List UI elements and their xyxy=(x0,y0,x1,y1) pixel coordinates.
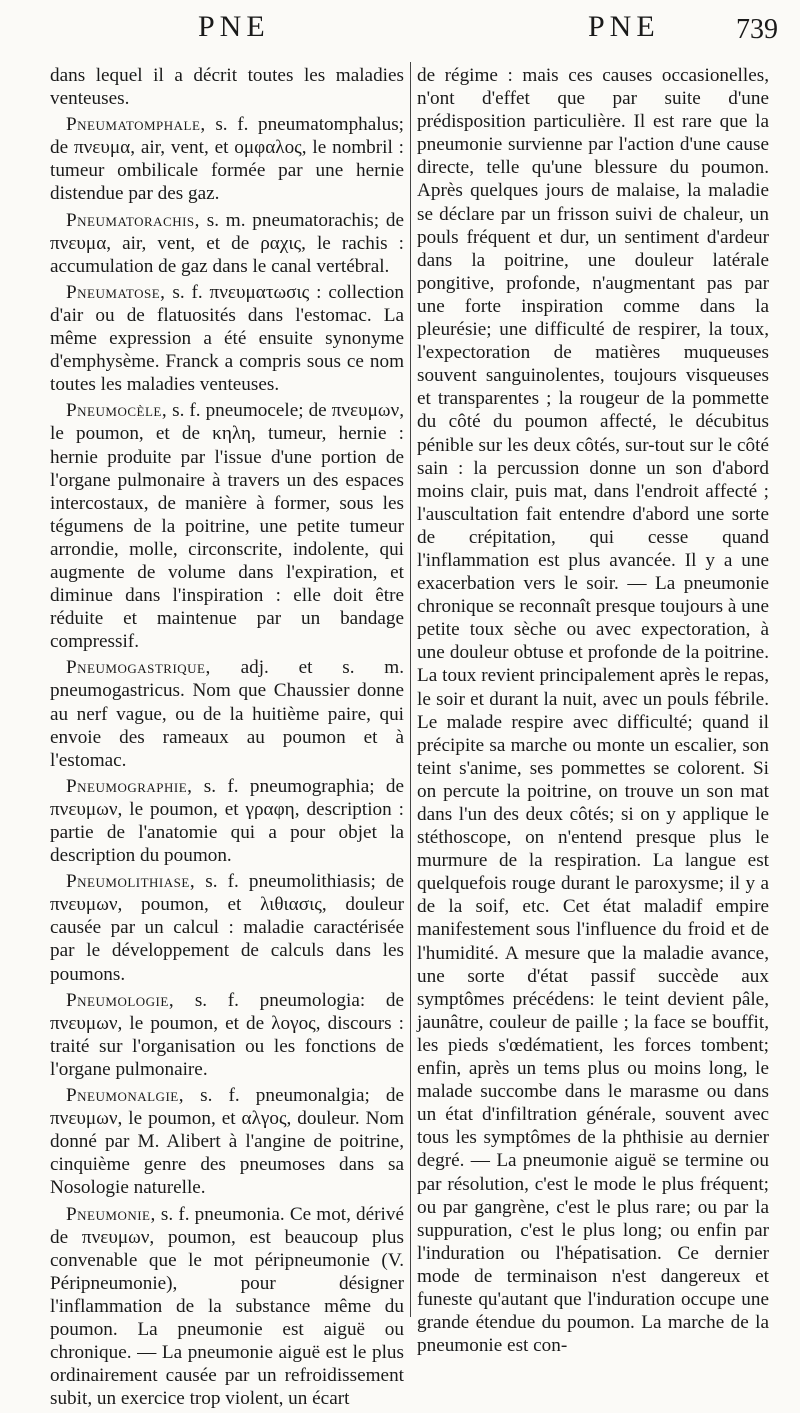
entry-headword: Pneumonie, xyxy=(66,1203,156,1225)
entry-text: s. f. pneumonalgia; de πνευμων, le poumon, et αλγος, douleur. Nom donné par M. Alibert à l'angine de poitrine, cinquième genre des pneumoses dans sa Nosologie naturelle. xyxy=(50,1085,404,1199)
entry-headword: Pneumolithiase, xyxy=(66,871,196,893)
entry-headword: Pneumocèle, xyxy=(66,400,168,422)
dictionary-entry xyxy=(50,64,404,110)
entry-headword: Pneumogastrique, xyxy=(66,657,211,679)
dictionary-entry xyxy=(50,775,404,867)
entry-text: s. f. pneumolithiasis; de πνευμων, poumon, et λιθιασις, douleur causée par un calcul : maladie caractérisée par le développement de calculs dans les poumons. xyxy=(50,871,404,985)
dictionary-entry xyxy=(50,281,404,396)
entry-text: s. f. pneumonia. Ce mot, dérivé de πνευμων, poumon, est beaucoup plus convenable que le mot péripneumonie (V. Péripneumonie), pour désigner l'inflammation de la substance même du poumon. La pneumonie est aiguë ou chronique. — La pneumonie aiguë est le plus ordinairement causée par un refroidissement subit, un exercice trop violent, un écart xyxy=(50,1203,404,1410)
left-column xyxy=(50,64,404,1413)
entry-headword: Pneumographie, xyxy=(66,775,193,797)
entry-headword: Pneumatose, xyxy=(66,281,166,303)
entry-text: de régime : mais ces causes occasionelles, n'ont d'effet que par suite d'une prédisposition particulière. Il est rare que la pneumonie survienne par l'action d'une cause directe, telle qu'une blessure du poumon. Après quelques jours de malaise, la maladie se déclare par un frisson suivi de chaleur, un pouls fréquent et dur, un sentiment d'ardeur dans la poitrine, une douleur latérale pongitive, profonde, n'augmentant pas par une forte inspiration comme dans la pleurésie; une difficulté de respirer, la toux, l'expectoration de matières muqueuses souvent sanguinolentes, toujours visqueuses et transparentes ; la rougeur de la pommette du côté du poumon affecté, le décubitus pénible sur les deux côtés, sur-tout sur le côté sain : la percussion donne un son d'abord moins clair, puis mat, dans l'endroit affecté ; l'auscultation fait entendre d'abord une sorte de crépitation, qui cesse quand l'inflammation est plus avancée. Il y a une exacerbation vers le soir. — La pneumonie chronique se reconnaît presque toujours à une petite toux sèche ou avec expectoration, à une douleur obtuse et profonde de la poitrine. La toux revient principalement après le repas, le soir et durant la nuit, avec un pouls fébrile. Le malade respire avec difficulté; quand il précipite sa marche ou monte un escalier, son teint s'anime, ses pommettes se colorent. Si on percute la poitrine, on trouve un son mat dans l'un des deux côtés; si on y applique le stéthoscope, on n'entend presque plus le murmure de la respiration. La langue est quelquefois rouge durant le paroxysme; il y a de la soif, etc. Cet état maladif empire manifestement sous l'influence du froid et de l'humidité. A mesure que la maladie avance, une sorte d'état passif succède aux symptômes précédens: le teint devient pâle, jaunâtre, couleur de paille ; la face se bouffit, les pieds s'œdématient, les forces tombent; enfin, après un tems plus ou moins long, le malade succombe dans le marasme ou dans un état d'infiltration générale, souvent avec tous les symptômes de la phthisie au dernier degré. — La pneumonie aiguë se termine ou par résolution, c'est le mode le plus fréquent; ou par gangrène, c'est le plus rare; ou par la suppuration, c'est le plus long; ou enfin par l'induration ou l'hépatisation. Ce dernier mode de terminaison n'est dangereux et funeste qu'autant que l'induration occupe une grande étendue du poumon. La marche de la pneumonie est con- xyxy=(417,65,769,1357)
entry-text: dans lequel il a décrit toutes les maladies venteuses. xyxy=(50,65,404,110)
page-number: 739 xyxy=(736,14,778,45)
entry-text: s. f. pneumologia: de πνευμων, le poumon, et de λογος, discours : traité sur l'organisation ou les fonctions de l'organe pulmonaire. xyxy=(50,989,404,1080)
dictionary-entry xyxy=(50,1084,404,1199)
dictionary-entry xyxy=(50,870,404,985)
entry-text: adj. et s. m. pneumogastricus. Nom que Chaussier donne au nerf vague, ou de la huitième paire, qui envoie des rameaux au poumon et à l'estomac. xyxy=(50,657,404,771)
running-head-right: PNE xyxy=(588,10,660,43)
entry-text: s. f. pneumatomphalus; de πνευμα, air, vent, et ομφαλος, le nombril : tumeur ombilicale formée par une hernie distendue par des gaz. xyxy=(50,114,404,205)
entry-text: s. f. pneumocele; de πνευμων, le poumon, et de κηλη, tumeur, hernie : hernie produite par l'issue d'une portion de l'organe pulmonaire à travers un des espaces intercostaux, de manière à former, sous les tégumens de la poitrine, une petite tumeur arrondie, molle, circonscrite, indolente, qui augmente de volume dans l'expiration, et diminue dans l'inspiration : elle doit être réduite et maintenue par un bandage compressif. xyxy=(50,400,404,653)
entry-text: s. f. pneumographia; de πνευμων, le poumon, et γραφη, description : partie de l'anatomie qui a pour objet la description du poumon. xyxy=(50,775,404,867)
entry-text: s. m. pneumatorachis; de πνευμα, air, vent, et de ραχις, le rachis : accumulation de gaz dans le canal vertébral. xyxy=(50,209,404,277)
right-column xyxy=(417,64,769,1360)
dictionary-entry xyxy=(50,656,404,771)
entry-text: s. f. πνευματωσις : collection d'air ou de flatuosités dans l'estomac. La même expression a été ensuite synonyme d'emphysème. Franck a compris sous ce nom toutes les maladies venteuses. xyxy=(50,281,404,396)
entry-headword: Pneumatorachis, xyxy=(66,209,200,231)
column-rule xyxy=(410,62,411,1317)
entry-headword: Pneumatomphale, xyxy=(66,114,206,136)
dictionary-entry xyxy=(50,989,404,1081)
running-head-left: PNE xyxy=(198,10,270,43)
dictionary-entry xyxy=(50,1203,404,1411)
entry-headword: Pneumologie, xyxy=(66,989,175,1011)
entry-headword: Pneumonalgie, xyxy=(66,1085,185,1107)
dictionary-entry xyxy=(50,399,404,653)
dictionary-entry xyxy=(417,64,769,1357)
dictionary-entry xyxy=(50,113,404,205)
dictionary-entry xyxy=(50,209,404,278)
